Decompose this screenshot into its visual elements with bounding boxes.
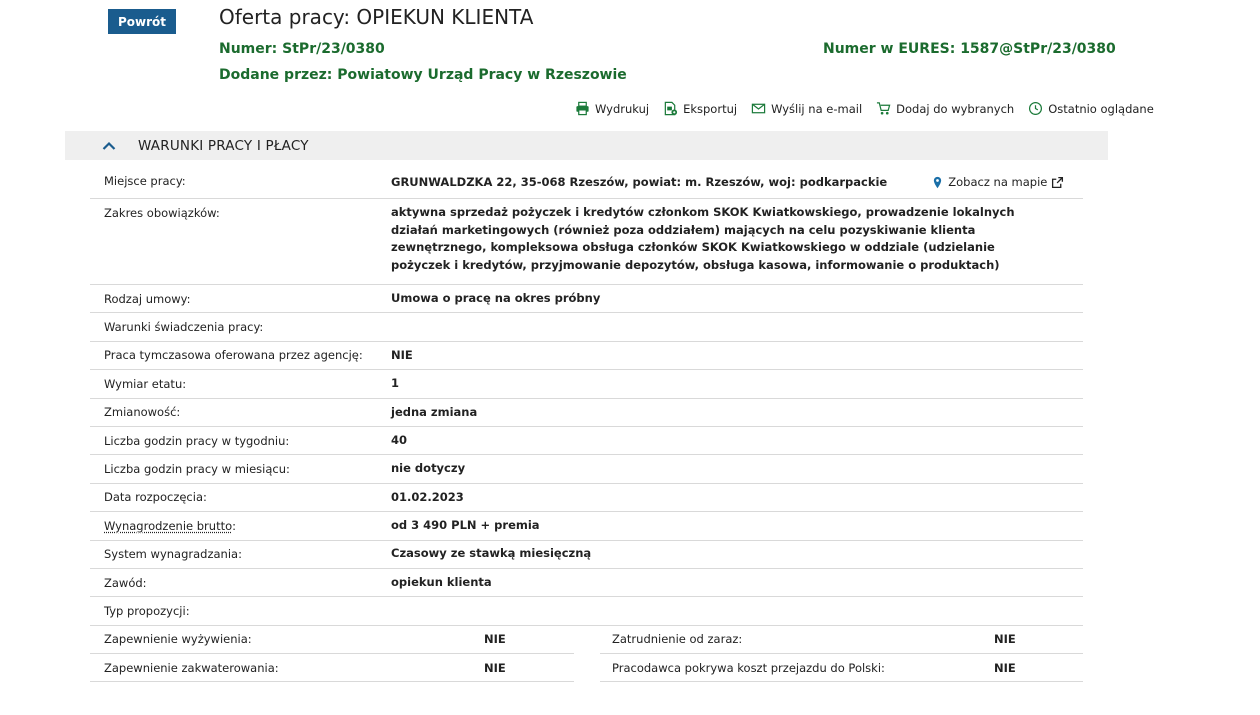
eures-number-label: Numer w EURES: [823,41,956,57]
row-label: Liczba godzin pracy w miesiącu: [104,462,290,477]
row-label: Zawód: [104,575,147,590]
half-row [90,626,574,654]
row-value: aktywna sprzedaż pożyczek i kredytów członkom SKOK Kwiatkowskiego, prowadzenie lokalnych działań marketingowych (również poza oddziałem) mających na celu pozyskiwanie klienta zewnętrznego, kompleksowa obsługa członków SKOK Kwiatkowskiego w oddziale (udzielanie pożyczek i kredytów, przyjmowanie depozytów, obsługa kasowa, informowanie o produktach) [391,205,1015,272]
row-label: System wynagradzania: [104,547,242,562]
row-label: Wymiar etatu: [104,376,187,391]
row-label [90,519,391,533]
row-value: NIE [994,660,1016,675]
half-row [600,626,1083,654]
eures-number-value: 1587@StPr/23/0380 [960,41,1116,57]
table-row [90,399,1083,427]
row-label: Zakres obowiązków: [104,206,220,220]
section-title: WARUNKI PRACY I PŁACY [138,137,309,154]
export-action[interactable] [663,101,737,116]
row-value: NIE [484,660,506,675]
action-bar [575,101,1154,116]
salary-term-tooltip[interactable]: Wynagrodzenie brutto [104,518,233,533]
show-on-map-label: Zobacz na mapie [948,175,1048,189]
print-action[interactable] [575,101,649,116]
row-label: Zapewnienie wyżywienia: [104,632,252,647]
table-row [90,484,1083,512]
table-row-split [90,626,1083,654]
eures-number [823,41,1116,57]
chevron-up-icon[interactable] [101,138,117,154]
clock-icon [1028,101,1043,116]
show-on-map-link[interactable] [931,174,1064,192]
mail-icon [751,101,766,116]
row-label: Liczba godzin pracy w tygodniu: [104,433,290,448]
email-action[interactable] [751,101,862,116]
cart-icon [876,101,891,116]
table-row [90,370,1083,398]
half-row [90,654,574,682]
export-icon [663,101,678,116]
row-value: opiekun klienta [391,574,492,589]
row-value: NIE [994,632,1016,647]
offer-number [219,41,385,57]
row-value: NIE [391,347,413,362]
added-by-label: Dodane przez: [219,67,333,83]
salary-colon: : [232,518,236,533]
row-label: Pracodawca pokrywa koszt przejazdu do Polski: [612,660,885,675]
page-title: Oferta pracy: OPIEKUN KLIENTA [219,5,534,29]
table-row [90,569,1083,597]
row-value [391,174,1083,192]
row-label: Miejsce pracy: [104,174,186,188]
table-row [90,597,1083,625]
row-label: Zmianowość: [104,405,181,420]
map-pin-icon [931,176,944,189]
added-by [219,67,627,83]
row-value: Umowa o pracę na okres próbny [391,290,601,305]
row-value: od 3 490 PLN + premia [391,518,540,533]
row-value: 01.02.2023 [391,489,464,504]
row-value: NIE [484,632,506,647]
add-to-selected-label: Dodaj do wybranych [896,101,1015,116]
table-row [90,342,1083,370]
row-value: jedna zmiana [391,404,478,419]
recently-viewed-label: Ostatnio oglądane [1048,101,1154,116]
table-row [90,427,1083,455]
row-value: 1 [391,376,400,391]
external-link-icon [1051,176,1064,189]
print-label: Wydrukuj [595,101,650,116]
row-label: Warunki świadczenia pracy: [104,320,264,335]
recently-viewed-action[interactable] [1028,101,1154,116]
offer-number-label: Numer: [219,41,278,57]
table-row [90,166,1083,199]
row-value: nie dotyczy [391,461,466,476]
back-button[interactable]: Powrót [108,9,176,34]
row-label: Typ propozycji: [104,603,190,618]
table-row [90,541,1083,569]
add-to-selected-action[interactable] [876,101,1014,116]
workplace-address: GRUNWALDZKA 22, 35-068 Rzeszów, powiat: m. Rzeszów, woj: podkarpackie [391,175,888,189]
row-label: Praca tymczasowa oferowana przez agencję: [104,348,363,363]
work-conditions-table [90,166,1083,682]
table-row [90,199,1083,285]
row-value: 40 [391,432,408,447]
export-label: Eksportuj [683,101,738,116]
row-value: Czasowy ze stawką miesięczną [391,546,592,561]
printer-icon [575,101,590,116]
row-label: Rodzaj umowy: [104,291,191,306]
row-label: Data rozpoczęcia: [104,490,207,505]
table-row-split [90,654,1083,682]
offer-number-value: StPr/23/0380 [282,41,385,57]
row-label: Zapewnienie zakwaterowania: [104,660,279,675]
table-row [90,313,1083,341]
section-header-work-conditions[interactable] [65,131,1108,160]
table-row [90,512,1083,540]
table-row [90,285,1083,313]
row-label: Zatrudnienie od zaraz: [612,632,743,647]
added-by-value: Powiatowy Urząd Pracy w Rzeszowie [337,67,627,83]
half-row [600,654,1083,682]
table-row [90,455,1083,483]
email-label: Wyślij na e-mail [771,101,863,116]
